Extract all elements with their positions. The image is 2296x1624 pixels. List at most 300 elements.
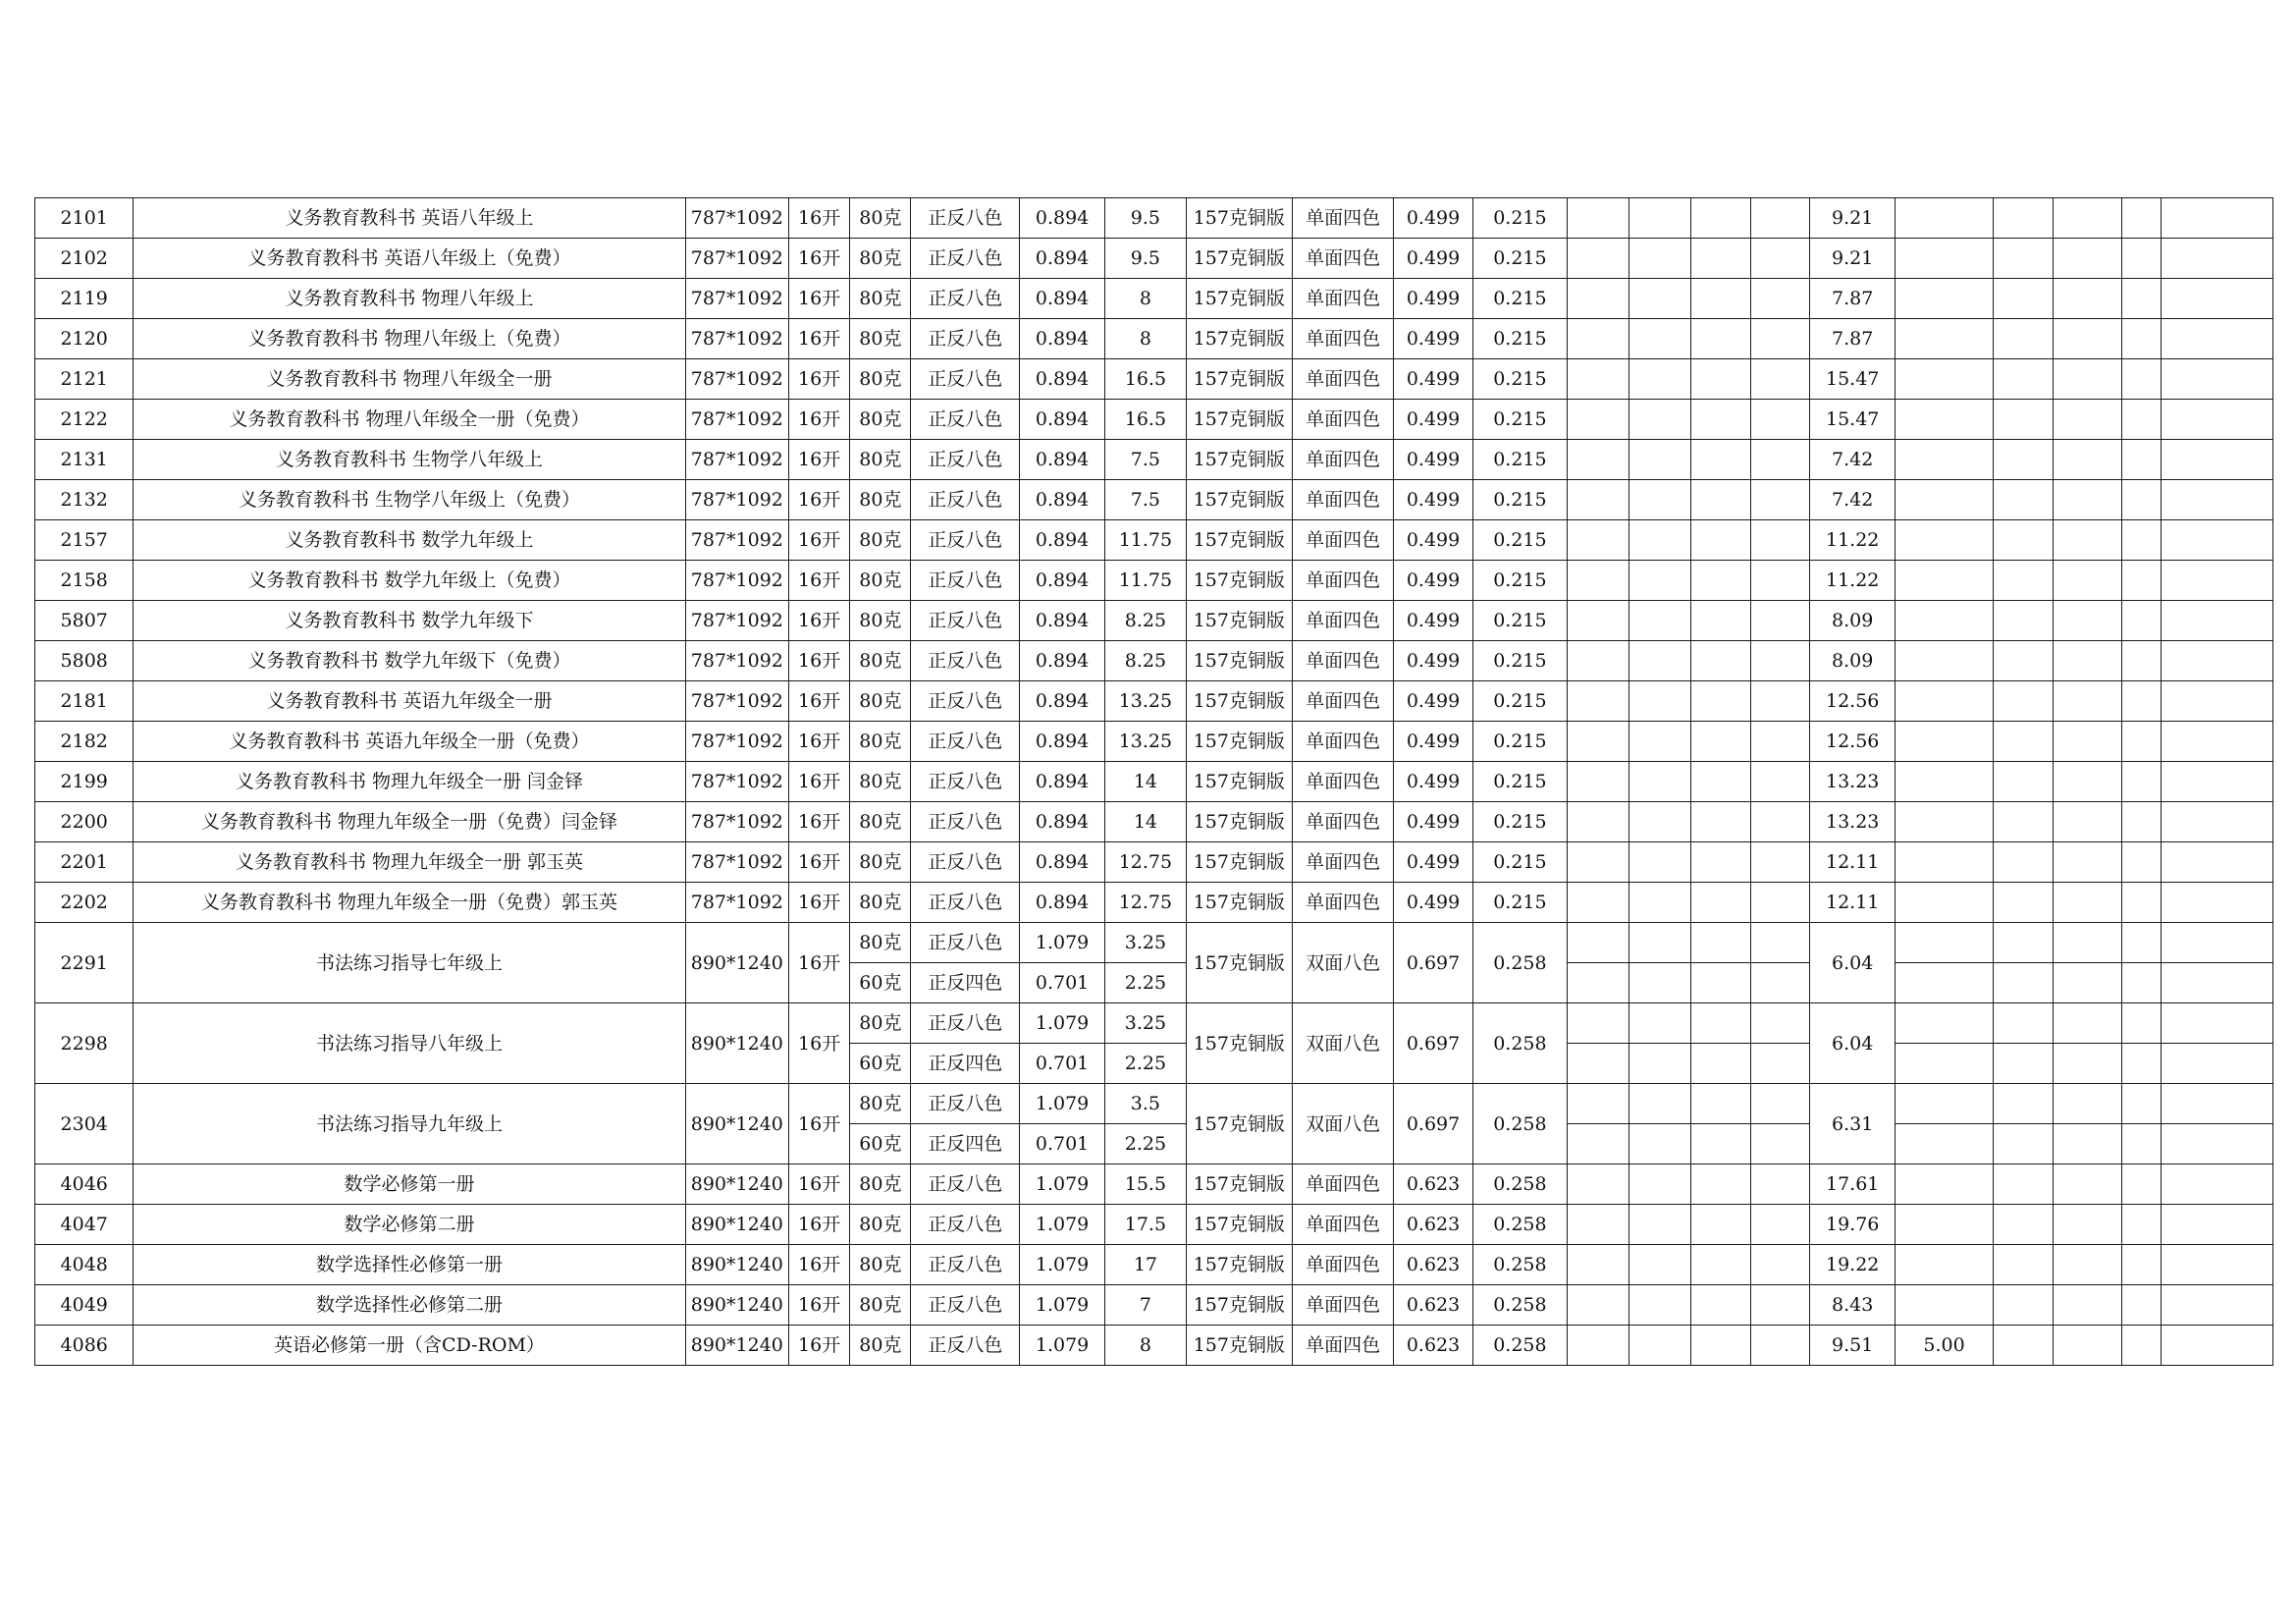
paper-weight-cell: 80克 <box>850 681 911 722</box>
extra-price-cell <box>1896 279 1993 319</box>
sheet-size-cell: 787*1092 <box>685 722 788 762</box>
empty-cell <box>2053 239 2121 279</box>
text-unit-price-cell: 1.079 <box>1019 923 1104 963</box>
table-row <box>35 198 2273 239</box>
empty-cell <box>1690 1326 1750 1366</box>
print-color-cell: 正反四色 <box>911 1044 1019 1084</box>
format-cell: 16开 <box>789 198 850 239</box>
empty-cell <box>2053 641 2121 681</box>
paper-weight-cell: 80克 <box>850 561 911 601</box>
binding-price-cell: 0.258 <box>1472 1285 1567 1326</box>
format-cell: 16开 <box>789 1205 850 1245</box>
empty-cell <box>1629 561 1690 601</box>
binding-price-cell: 0.215 <box>1472 842 1567 883</box>
cover-print-cell: 单面四色 <box>1292 1245 1393 1285</box>
empty-cell <box>2162 641 2273 681</box>
table-row <box>35 1285 2273 1326</box>
empty-cell <box>1568 681 1629 722</box>
empty-cell <box>1568 641 1629 681</box>
empty-cell <box>1568 1044 1629 1084</box>
empty-cell <box>2162 1003 2273 1044</box>
text-unit-price-cell: 1.079 <box>1019 1326 1104 1366</box>
format-cell: 16开 <box>789 802 850 842</box>
book-name-cell: 义务教育教科书 物理九年级全一册（免费）闫金铎 <box>133 802 685 842</box>
empty-cell <box>2053 1205 2121 1245</box>
text-unit-price-cell: 0.894 <box>1019 400 1104 440</box>
text-sheets-cell: 17 <box>1105 1245 1186 1285</box>
print-color-cell: 正反八色 <box>911 842 1019 883</box>
empty-cell <box>2122 1164 2162 1205</box>
empty-cell <box>1690 1124 1750 1164</box>
text-unit-price-cell: 0.894 <box>1019 239 1104 279</box>
binding-price-cell: 0.215 <box>1472 480 1567 520</box>
price-cell: 6.04 <box>1810 923 1896 1003</box>
empty-cell <box>1750 641 1809 681</box>
sheet-size-cell: 787*1092 <box>685 762 788 802</box>
table-row <box>35 842 2273 883</box>
empty-cell <box>1568 279 1629 319</box>
empty-cell <box>1750 1245 1809 1285</box>
price-cell: 7.87 <box>1810 319 1896 359</box>
print-color-cell: 正反八色 <box>911 762 1019 802</box>
empty-cell <box>2122 762 2162 802</box>
text-sheets-cell: 12.75 <box>1105 842 1186 883</box>
format-cell: 16开 <box>789 842 850 883</box>
price-cell: 19.22 <box>1810 1245 1896 1285</box>
empty-cell <box>1629 520 1690 561</box>
empty-cell <box>1750 1124 1809 1164</box>
binding-price-cell: 0.215 <box>1472 802 1567 842</box>
text-sheets-cell: 7 <box>1105 1285 1186 1326</box>
cover-paper-cell: 157克铜版 <box>1186 923 1292 1003</box>
text-sheets-cell: 8 <box>1105 279 1186 319</box>
extra-price-cell <box>1896 400 1993 440</box>
cover-print-cell: 单面四色 <box>1292 842 1393 883</box>
text-sheets-cell: 16.5 <box>1105 359 1186 400</box>
empty-cell <box>2053 883 2121 923</box>
empty-cell <box>2162 440 2273 480</box>
paper-weight-cell: 80克 <box>850 1084 911 1124</box>
binding-price-cell: 0.215 <box>1472 440 1567 480</box>
book-name-cell: 书法练习指导九年级上 <box>133 1084 685 1164</box>
empty-cell <box>1750 520 1809 561</box>
empty-cell <box>1690 681 1750 722</box>
print-color-cell: 正反八色 <box>911 802 1019 842</box>
empty-cell <box>2053 1326 2121 1366</box>
print-color-cell: 正反八色 <box>911 440 1019 480</box>
extra-price-cell <box>1896 1164 1993 1205</box>
empty-cell <box>1993 440 2053 480</box>
cover-print-cell: 单面四色 <box>1292 802 1393 842</box>
empty-cell <box>1993 1326 2053 1366</box>
cover-print-cell: 单面四色 <box>1292 681 1393 722</box>
extra-price-cell <box>1896 802 1993 842</box>
cover-unit-price-cell: 0.499 <box>1394 239 1472 279</box>
sheet-size-cell: 890*1240 <box>685 1084 788 1164</box>
text-unit-price-cell: 0.894 <box>1019 319 1104 359</box>
sheet-size-cell: 787*1092 <box>685 883 788 923</box>
empty-cell <box>1993 1084 2053 1124</box>
book-id-cell: 2121 <box>35 359 133 400</box>
empty-cell <box>1568 802 1629 842</box>
price-cell: 12.11 <box>1810 883 1896 923</box>
cover-unit-price-cell: 0.499 <box>1394 641 1472 681</box>
empty-cell <box>2053 359 2121 400</box>
cover-print-cell: 单面四色 <box>1292 762 1393 802</box>
paper-weight-cell: 80克 <box>850 480 911 520</box>
empty-cell <box>1568 842 1629 883</box>
empty-cell <box>1750 762 1809 802</box>
extra-price-cell <box>1896 681 1993 722</box>
empty-cell <box>1690 1245 1750 1285</box>
empty-cell <box>2053 198 2121 239</box>
empty-cell <box>2053 279 2121 319</box>
text-unit-price-cell: 1.079 <box>1019 1245 1104 1285</box>
empty-cell <box>2053 561 2121 601</box>
paper-weight-cell: 80克 <box>850 601 911 641</box>
cover-print-cell: 单面四色 <box>1292 239 1393 279</box>
book-name-cell: 义务教育教科书 数学九年级下 <box>133 601 685 641</box>
text-unit-price-cell: 0.894 <box>1019 681 1104 722</box>
empty-cell <box>1629 319 1690 359</box>
empty-cell <box>2162 883 2273 923</box>
sheet-size-cell: 787*1092 <box>685 520 788 561</box>
empty-cell <box>2122 520 2162 561</box>
empty-cell <box>2122 842 2162 883</box>
paper-weight-cell: 60克 <box>850 1124 911 1164</box>
price-cell: 8.43 <box>1810 1285 1896 1326</box>
empty-cell <box>1629 239 1690 279</box>
book-name-cell: 义务教育教科书 数学九年级上（免费） <box>133 561 685 601</box>
empty-cell <box>1993 963 2053 1003</box>
text-unit-price-cell: 0.701 <box>1019 1124 1104 1164</box>
empty-cell <box>1690 198 1750 239</box>
table-row <box>35 319 2273 359</box>
sheet-size-cell: 890*1240 <box>685 1326 788 1366</box>
text-sheets-cell: 13.25 <box>1105 681 1186 722</box>
book-name-cell: 义务教育教科书 数学九年级上 <box>133 520 685 561</box>
text-sheets-cell: 3.25 <box>1105 1003 1186 1044</box>
empty-cell <box>2053 1003 2121 1044</box>
book-name-cell: 义务教育教科书 生物学八年级上（免费） <box>133 480 685 520</box>
text-unit-price-cell: 0.894 <box>1019 641 1104 681</box>
sheet-size-cell: 787*1092 <box>685 480 788 520</box>
empty-cell <box>1629 1084 1690 1124</box>
empty-cell <box>1750 802 1809 842</box>
binding-price-cell: 0.215 <box>1472 601 1567 641</box>
empty-cell <box>2162 1326 2273 1366</box>
empty-cell <box>2122 480 2162 520</box>
empty-cell <box>1568 440 1629 480</box>
empty-cell <box>1568 400 1629 440</box>
empty-cell <box>1629 762 1690 802</box>
book-name-cell: 书法练习指导七年级上 <box>133 923 685 1003</box>
empty-cell <box>1690 601 1750 641</box>
cover-unit-price-cell: 0.623 <box>1394 1245 1472 1285</box>
format-cell: 16开 <box>789 279 850 319</box>
price-cell: 9.21 <box>1810 198 1896 239</box>
empty-cell <box>1629 1164 1690 1205</box>
empty-cell <box>1750 923 1809 963</box>
format-cell: 16开 <box>789 1245 850 1285</box>
empty-cell <box>1690 1084 1750 1124</box>
book-id-cell: 2304 <box>35 1084 133 1164</box>
empty-cell <box>1568 1003 1629 1044</box>
empty-cell <box>1690 1044 1750 1084</box>
cover-print-cell: 单面四色 <box>1292 440 1393 480</box>
binding-price-cell: 0.215 <box>1472 319 1567 359</box>
price-cell: 7.42 <box>1810 440 1896 480</box>
extra-price-cell <box>1896 440 1993 480</box>
paper-weight-cell: 60克 <box>850 963 911 1003</box>
empty-cell <box>1629 1003 1690 1044</box>
paper-weight-cell: 80克 <box>850 520 911 561</box>
binding-price-cell: 0.215 <box>1472 883 1567 923</box>
paper-weight-cell: 80克 <box>850 400 911 440</box>
print-color-cell: 正反八色 <box>911 520 1019 561</box>
empty-cell <box>1750 239 1809 279</box>
format-cell: 16开 <box>789 520 850 561</box>
cover-unit-price-cell: 0.697 <box>1394 1084 1472 1164</box>
book-name-cell: 义务教育教科书 英语八年级上 <box>133 198 685 239</box>
cover-paper-cell: 157克铜版 <box>1186 641 1292 681</box>
text-sheets-cell: 3.25 <box>1105 923 1186 963</box>
text-sheets-cell: 13.25 <box>1105 722 1186 762</box>
table-row <box>35 1164 2273 1205</box>
table-row <box>35 359 2273 400</box>
empty-cell <box>2053 400 2121 440</box>
empty-cell <box>2122 601 2162 641</box>
cover-paper-cell: 157克铜版 <box>1186 1205 1292 1245</box>
format-cell: 16开 <box>789 319 850 359</box>
empty-cell <box>2053 1285 2121 1326</box>
empty-cell <box>2122 641 2162 681</box>
cover-print-cell: 单面四色 <box>1292 359 1393 400</box>
empty-cell <box>1568 561 1629 601</box>
empty-cell <box>1750 1205 1809 1245</box>
book-name-cell: 义务教育教科书 物理九年级全一册（免费）郭玉英 <box>133 883 685 923</box>
empty-cell <box>2053 1164 2121 1205</box>
empty-cell <box>2162 601 2273 641</box>
cover-paper-cell: 157克铜版 <box>1186 319 1292 359</box>
sheet-size-cell: 787*1092 <box>685 842 788 883</box>
empty-cell <box>1629 1044 1690 1084</box>
empty-cell <box>1568 963 1629 1003</box>
book-name-cell: 英语必修第一册（含CD-ROM） <box>133 1326 685 1366</box>
book-id-cell: 4047 <box>35 1205 133 1245</box>
cover-unit-price-cell: 0.499 <box>1394 480 1472 520</box>
binding-price-cell: 0.215 <box>1472 520 1567 561</box>
text-unit-price-cell: 0.701 <box>1019 1044 1104 1084</box>
sheet-size-cell: 787*1092 <box>685 641 788 681</box>
empty-cell <box>1568 883 1629 923</box>
empty-cell <box>2162 1164 2273 1205</box>
empty-cell <box>1896 1084 1993 1124</box>
book-id-cell: 5807 <box>35 601 133 641</box>
empty-cell <box>2162 561 2273 601</box>
binding-price-cell: 0.215 <box>1472 359 1567 400</box>
empty-cell <box>1750 1285 1809 1326</box>
empty-cell <box>2162 480 2273 520</box>
empty-cell <box>2122 1285 2162 1326</box>
empty-cell <box>1896 1044 1993 1084</box>
empty-cell <box>2162 1124 2273 1164</box>
empty-cell <box>1629 923 1690 963</box>
empty-cell <box>1993 802 2053 842</box>
cover-unit-price-cell: 0.499 <box>1394 601 1472 641</box>
extra-price-cell <box>1896 520 1993 561</box>
price-cell: 12.11 <box>1810 842 1896 883</box>
empty-cell <box>1993 480 2053 520</box>
price-cell: 9.51 <box>1810 1326 1896 1366</box>
price-cell: 7.42 <box>1810 480 1896 520</box>
print-color-cell: 正反八色 <box>911 883 1019 923</box>
empty-cell <box>1993 1205 2053 1245</box>
cover-paper-cell: 157克铜版 <box>1186 400 1292 440</box>
cover-unit-price-cell: 0.499 <box>1394 722 1472 762</box>
extra-price-cell <box>1896 359 1993 400</box>
table-row <box>35 239 2273 279</box>
print-color-cell: 正反八色 <box>911 198 1019 239</box>
empty-cell <box>2162 923 2273 963</box>
empty-cell <box>1993 762 2053 802</box>
cover-paper-cell: 157克铜版 <box>1186 802 1292 842</box>
extra-price-cell <box>1896 762 1993 802</box>
cover-print-cell: 单面四色 <box>1292 1285 1393 1326</box>
format-cell: 16开 <box>789 923 850 1003</box>
print-color-cell: 正反八色 <box>911 1205 1019 1245</box>
price-cell: 12.56 <box>1810 681 1896 722</box>
empty-cell <box>2122 1003 2162 1044</box>
paper-weight-cell: 60克 <box>850 1044 911 1084</box>
text-sheets-cell: 8 <box>1105 319 1186 359</box>
text-sheets-cell: 11.75 <box>1105 520 1186 561</box>
sheet-size-cell: 890*1240 <box>685 1205 788 1245</box>
empty-cell <box>1993 319 2053 359</box>
paper-weight-cell: 80克 <box>850 722 911 762</box>
empty-cell <box>1690 1205 1750 1245</box>
empty-cell <box>1690 1164 1750 1205</box>
empty-cell <box>1750 1003 1809 1044</box>
empty-cell <box>1896 923 1993 963</box>
price-cell: 15.47 <box>1810 400 1896 440</box>
empty-cell <box>1568 239 1629 279</box>
cover-paper-cell: 157克铜版 <box>1186 883 1292 923</box>
cover-print-cell: 单面四色 <box>1292 722 1393 762</box>
print-color-cell: 正反八色 <box>911 1245 1019 1285</box>
book-id-cell: 2131 <box>35 440 133 480</box>
print-color-cell: 正反八色 <box>911 400 1019 440</box>
cover-paper-cell: 157克铜版 <box>1186 1245 1292 1285</box>
empty-cell <box>1629 1285 1690 1326</box>
empty-cell <box>2053 520 2121 561</box>
empty-cell <box>1750 963 1809 1003</box>
text-sheets-cell: 2.25 <box>1105 1044 1186 1084</box>
empty-cell <box>1750 359 1809 400</box>
text-sheets-cell: 2.25 <box>1105 963 1186 1003</box>
empty-cell <box>1629 842 1690 883</box>
cover-unit-price-cell: 0.697 <box>1394 923 1472 1003</box>
book-name-cell: 数学必修第二册 <box>133 1205 685 1245</box>
price-cell: 8.09 <box>1810 601 1896 641</box>
empty-cell <box>2122 561 2162 601</box>
cover-paper-cell: 157克铜版 <box>1186 681 1292 722</box>
cover-unit-price-cell: 0.499 <box>1394 842 1472 883</box>
price-cell: 15.47 <box>1810 359 1896 400</box>
empty-cell <box>2122 279 2162 319</box>
cover-print-cell: 单面四色 <box>1292 480 1393 520</box>
empty-cell <box>2122 239 2162 279</box>
empty-cell <box>1690 520 1750 561</box>
sheet-size-cell: 787*1092 <box>685 279 788 319</box>
empty-cell <box>1993 601 2053 641</box>
paper-weight-cell: 80克 <box>850 1003 911 1044</box>
empty-cell <box>2122 802 2162 842</box>
paper-weight-cell: 80克 <box>850 319 911 359</box>
empty-cell <box>2162 842 2273 883</box>
empty-cell <box>2162 400 2273 440</box>
binding-price-cell: 0.215 <box>1472 762 1567 802</box>
empty-cell <box>1750 198 1809 239</box>
empty-cell <box>1629 400 1690 440</box>
empty-cell <box>2053 1084 2121 1124</box>
table-row <box>35 279 2273 319</box>
empty-cell <box>1568 1124 1629 1164</box>
empty-cell <box>2122 319 2162 359</box>
sheet-size-cell: 787*1092 <box>685 239 788 279</box>
empty-cell <box>1568 722 1629 762</box>
empty-cell <box>1993 883 2053 923</box>
cover-print-cell: 双面八色 <box>1292 923 1393 1003</box>
empty-cell <box>1690 319 1750 359</box>
empty-cell <box>1629 480 1690 520</box>
paper-weight-cell: 80克 <box>850 279 911 319</box>
print-color-cell: 正反八色 <box>911 239 1019 279</box>
sheet-size-cell: 890*1240 <box>685 1245 788 1285</box>
text-sheets-cell: 8.25 <box>1105 641 1186 681</box>
empty-cell <box>2053 1124 2121 1164</box>
cover-print-cell: 双面八色 <box>1292 1084 1393 1164</box>
extra-price-cell <box>1896 883 1993 923</box>
book-id-cell: 2119 <box>35 279 133 319</box>
empty-cell <box>2122 963 2162 1003</box>
cover-print-cell: 单面四色 <box>1292 1164 1393 1205</box>
cover-unit-price-cell: 0.499 <box>1394 802 1472 842</box>
sheet-size-cell: 787*1092 <box>685 802 788 842</box>
cover-print-cell: 单面四色 <box>1292 198 1393 239</box>
print-color-cell: 正反八色 <box>911 279 1019 319</box>
text-unit-price-cell: 0.894 <box>1019 802 1104 842</box>
empty-cell <box>2122 1205 2162 1245</box>
sheet-size-cell: 787*1092 <box>685 440 788 480</box>
text-sheets-cell: 8 <box>1105 1326 1186 1366</box>
table-row <box>35 1205 2273 1245</box>
text-unit-price-cell: 0.894 <box>1019 883 1104 923</box>
binding-price-cell: 0.215 <box>1472 239 1567 279</box>
empty-cell <box>1629 440 1690 480</box>
price-cell: 11.22 <box>1810 561 1896 601</box>
cover-paper-cell: 157克铜版 <box>1186 359 1292 400</box>
text-unit-price-cell: 1.079 <box>1019 1205 1104 1245</box>
table-row <box>35 1245 2273 1285</box>
empty-cell <box>2053 440 2121 480</box>
empty-cell <box>1690 440 1750 480</box>
print-color-cell: 正反八色 <box>911 359 1019 400</box>
binding-price-cell: 0.215 <box>1472 561 1567 601</box>
book-id-cell: 5808 <box>35 641 133 681</box>
book-id-cell: 2102 <box>35 239 133 279</box>
empty-cell <box>2162 1205 2273 1245</box>
